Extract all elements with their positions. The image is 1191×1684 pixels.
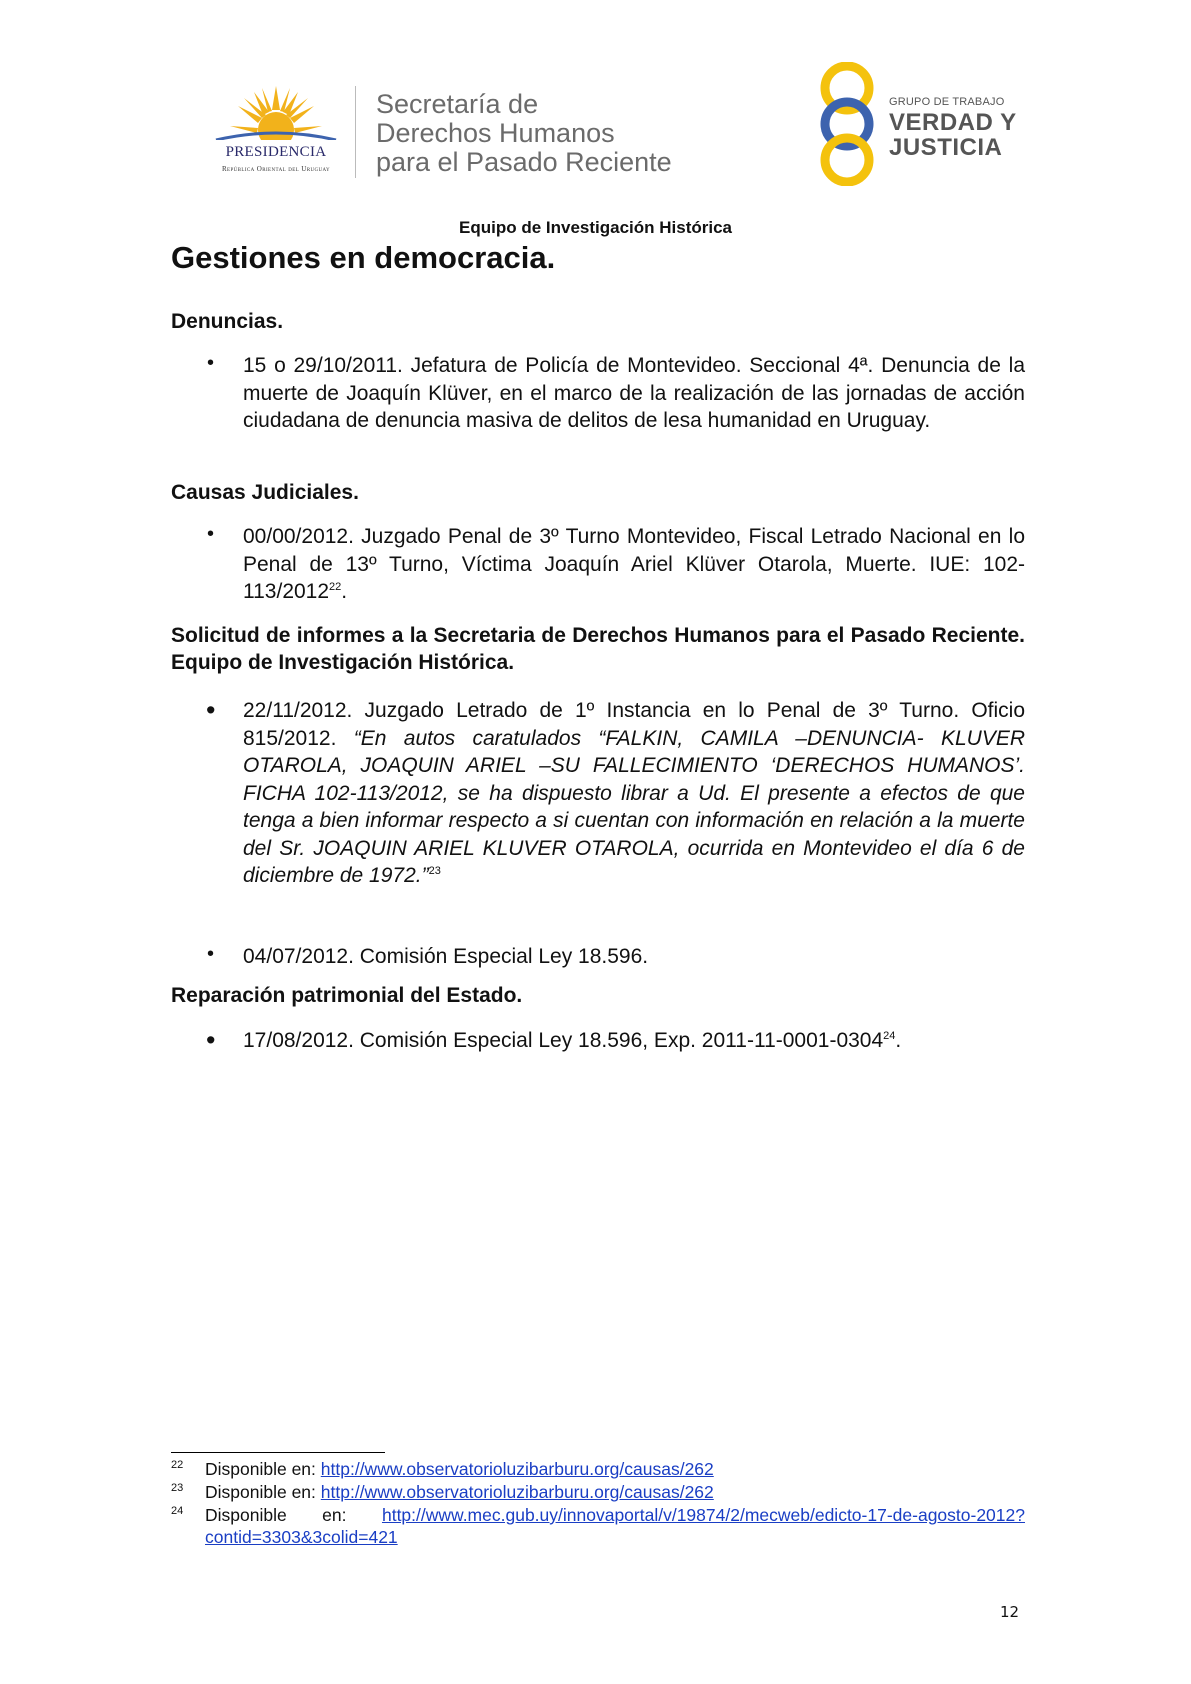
item-text-end: . bbox=[895, 1029, 902, 1052]
list-item: 15 o 29/10/2011. Jefatura de Policía de Montevideo. Seccional 4ª. Denuncia de la muerte de Joaquín Klüver, en el marco de la realización de las jornadas de acción ciudadana de denuncia masiva de delitos de lesa humanidad en Uruguay. bbox=[243, 354, 1025, 432]
footnote-label: Disponible en: bbox=[205, 1482, 321, 1502]
footnote-number: 23 bbox=[171, 1482, 184, 1494]
section-heading-reparacion: Reparación patrimonial del Estado. bbox=[171, 984, 523, 1007]
bullet: • bbox=[206, 695, 216, 725]
sun-icon bbox=[196, 82, 356, 148]
section-heading-causas: Causas Judiciales. bbox=[171, 481, 359, 504]
item-text: 00/00/2012. Juzgado Penal de 3º Turno Montevideo, Fiscal Letrado Nacional en lo Penal de 13º Turno, Víctima Joaquín Ariel Klüver Otarola, Muerte. IUE: 102-113/2012 bbox=[243, 525, 1025, 603]
page-number: 12 bbox=[1000, 1603, 1020, 1621]
secretaria-line-2: Derechos Humanos bbox=[376, 118, 615, 148]
footnote-ref: 23 bbox=[428, 865, 441, 877]
gtvj-line-2: VERDAD Y bbox=[889, 109, 1017, 136]
section-heading-denuncias: Denuncias. bbox=[171, 310, 284, 333]
footnote-ref: 24 bbox=[883, 1030, 896, 1042]
bullet: • bbox=[207, 523, 215, 545]
list-item: 04/07/2012. Comisión Especial Ley 18.596. bbox=[243, 945, 649, 968]
team-header: Equipo de Investigación Histórica bbox=[459, 218, 732, 237]
item-text: 22/11/2012. Juzgado Letrado de 1º Instancia en lo Penal de 3º Turno. Oficio 815/2012. bbox=[243, 699, 1025, 750]
item-text-end: . bbox=[341, 580, 348, 603]
footnote-link[interactable]: http://www.observatorioluzibarburu.org/causas/262 bbox=[320, 1482, 714, 1502]
bullet: • bbox=[207, 352, 215, 374]
list-item bbox=[243, 697, 1025, 890]
item-text: 17/08/2012. Comisión Especial Ley 18.596, Exp. 2011-11-0001-0304 bbox=[243, 1029, 884, 1052]
rings-icon bbox=[812, 62, 882, 186]
list-item bbox=[243, 1027, 1025, 1055]
footnote-link[interactable]: http://www.mec.gub.uy/innovaportal/v/19874/2/mecweb/edicto-17-de-agosto-2012?contid=3303&3colid=421 bbox=[205, 1505, 1025, 1547]
presidencia-logo bbox=[196, 82, 356, 182]
gtvj-logo bbox=[812, 62, 1022, 186]
list-item bbox=[243, 523, 1025, 606]
section-heading-solicitud: Solicitud de informes a la Secretaria de Derechos Humanos para el Pasado Reciente. Equipo de Investigación Histórica. bbox=[171, 624, 1025, 674]
presidencia-word: PRESIDENCIA bbox=[225, 144, 327, 160]
footnote-divider bbox=[171, 1452, 385, 1453]
gtvj-line-3: JUSTICIA bbox=[889, 134, 1003, 161]
presidencia-subtitle: República Oriental del Uruguay bbox=[221, 165, 331, 173]
footnote-link[interactable]: http://www.observatorioluzibarburu.org/causas/262 bbox=[320, 1459, 714, 1479]
footnote-label: Disponible en: bbox=[205, 1459, 321, 1479]
bullet: • bbox=[206, 1025, 216, 1055]
secretaria-line-3: para el Pasado Reciente bbox=[376, 147, 672, 177]
footnote-number: 24 bbox=[171, 1505, 184, 1517]
header-divider bbox=[355, 86, 356, 178]
footnote-number: 22 bbox=[171, 1459, 184, 1471]
item-quote: “En autos caratulados “FALKIN, CAMILA –DENUNCIA- KLUVER OTAROLA, JOAQUIN ARIEL –SU FALLECIMIENTO ‘DERECHOS HUMANOS’. FICHA 102-113/2012, se ha dispuesto librar a Ud. El presente a efectos de que tenga a bien informar respecto a si cuentan con información en relación a la muerte del Sr. JOAQUIN ARIEL KLUVER OTAROLA, ocurrida en Montevideo el día 6 de diciembre de 1972.” bbox=[243, 726, 1025, 887]
secretaria-line-1: Secretaría de bbox=[376, 89, 539, 119]
footnote-label: Disponible en: bbox=[205, 1505, 382, 1525]
page-title: Gestiones en democracia. bbox=[171, 240, 556, 275]
gtvj-line-1: GRUPO DE TRABAJO bbox=[889, 96, 1005, 108]
secretaria-title bbox=[376, 90, 672, 177]
footnote-ref: 22 bbox=[329, 581, 342, 593]
bullet: • bbox=[207, 943, 215, 965]
